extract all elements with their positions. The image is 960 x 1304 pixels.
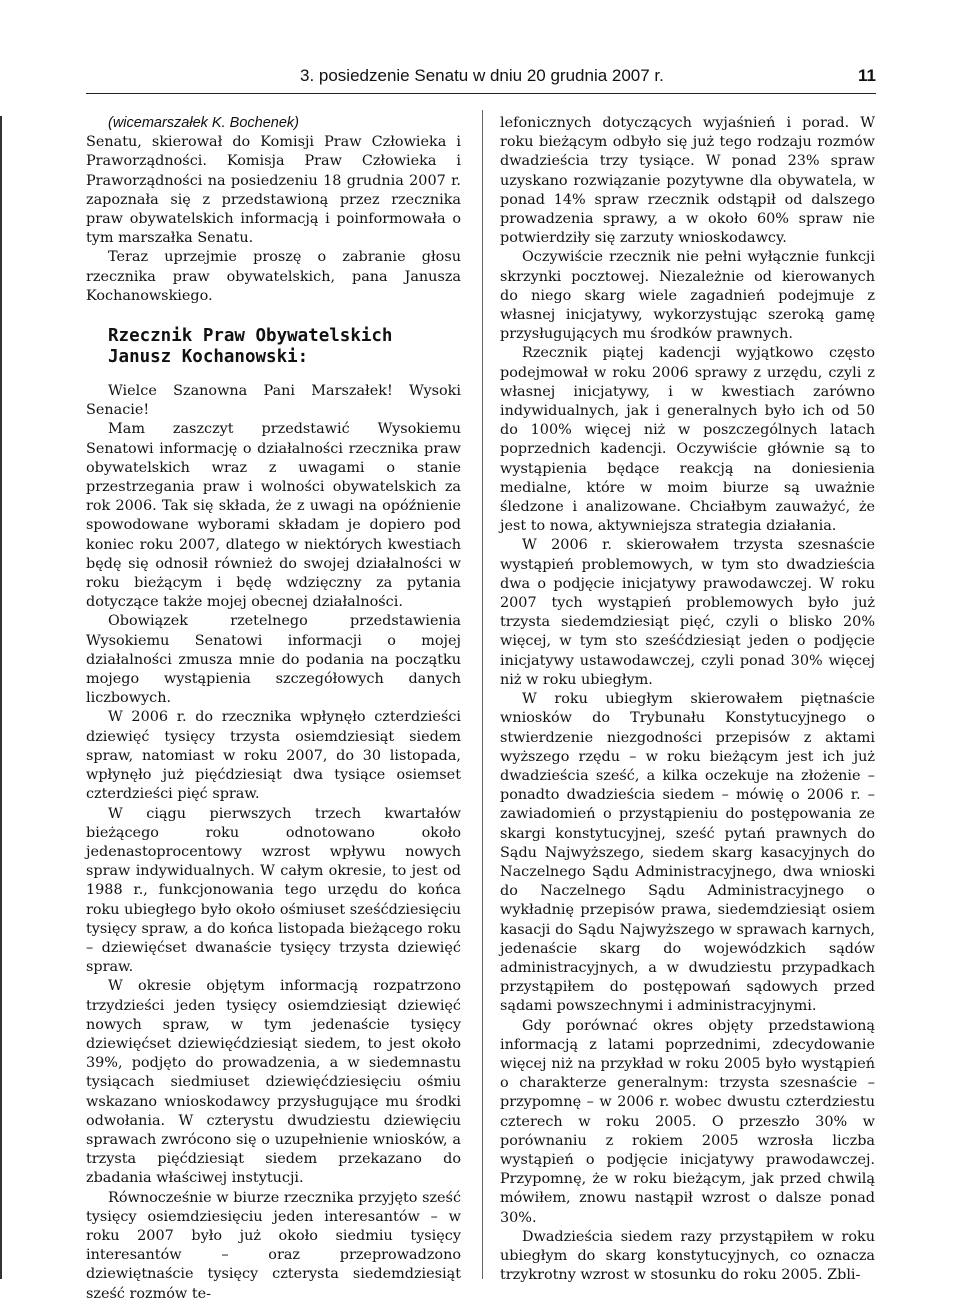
paragraph: Równocześnie w biurze rzecznika przyjęto sześć tysięcy osiemdziesięciu jeden interesantów – w roku 2007 było już około siedmiu tysięcy interesantów – oraz przeprowadzono dziewiętnaście tysięcy czterysta siedemdziesiąt sześć rozmów te- <box>86 1189 461 1302</box>
header-title: 3. posiedzenie Senatu w dniu 20 grudnia 2007 r. <box>300 66 664 85</box>
paragraph: W roku ubiegłym skierowałem piętnaście wniosków do Trybunału Konstytucyjnego o stwierdzenie niezgodności przepisów z aktami wyższego rzędu – w roku bieżącym jest ich już dwadzieścia sześć, a kilka oczekuje na złożenie – ponadto dwadzieścia siedem – mówię o 2006 r. – zawiadomień o przystąpieniu do postępowania ze skargi konstytucyjnej, sześć pytań prawnych do Sądu Najwyższego, siedem skarg kasacyjnych do Naczelnego Sądu Administracyjnego, dwa wnioski do Naczelnego Sądu Administracyjnego o wykładnię przepisów prawa, siedemdziesiąt osiem kasacji do Sądu Najwyższego w sprawach karnych, jedenaście skarg do wojewódzkich sądów administracyjnych, a w dwudziestu przypadkach przystąpiłem do postępowań sądowych przed sądami powszechnymi i administracyjnymi. <box>500 691 875 1015</box>
running-header <box>86 60 876 94</box>
paragraph: lefonicznych dotyczących wyjaśnień i porad. W roku bieżącym odbyło się już tego rodzaju rozmów dwadzieścia trzy tysiące. W ponad 23% spraw uzyskano rozwiązanie pozytywne dla obywatela, w ponad 14% spraw rzecznik odstąpił od dalszego prowadzenia sprawy, a w około 60% spraw nie potwierdziły się zarzuty wnioskodawcy. <box>500 115 875 247</box>
paragraph: Wielce Szanowna Pani Marszałek! Wysoki Senacie! <box>86 383 461 419</box>
paragraph: Teraz uprzejmie proszę o zabranie głosu rzecznika praw obywatelskich, pana Janusza Kochanowskiego. <box>86 249 461 304</box>
speaker-meta-note: (wicemarszałek K. Bochenek) <box>108 115 299 131</box>
right-column <box>500 114 875 1285</box>
paragraph: W 2006 r. do rzecznika wpłynęło czterdzieści dziewięć tysięcy trzysta osiemdziesiąt siedem spraw, natomiast w roku 2007, do 30 listopada, wpłynęło już pięćdziesiąt dwa tysiące osiemset czterdzieści pięć spraw. <box>86 709 461 803</box>
paragraph: Gdy porównać okres objęty przedstawioną informacją z latami poprzednimi, zdecydowanie więcej niż na przykład w roku 2005 było wystąpień o charakterze generalnym: trzysta szesnaście – przypomnę – w 2006 r. wobec dwustu czterdziestu czterech w roku 2005. O przeszło 30% w porównaniu z rokiem 2005 wzrosła liczba wystąpień o podjęcie inicjatywy prawodawczej. Przypomnę, że w roku bieżącym, jak przed chwilą mówiłem, znowu nastąpił wzrost o dalsze ponad 30%. <box>500 1017 875 1226</box>
paragraph: Senatu, skierował do Komisji Praw Człowieka i Praworządności. Komisja Praw Człowieka i Praworządności na posiedzeniu 18 grudnia 2007 r. zapoznała się z przedstawioną przez rzecznika praw obywatelskich informacją i poinformowała o tym marszałka Senatu. <box>86 134 461 247</box>
paragraph: W 2006 r. skierowałem trzysta szesnaście wystąpień problemowych, w tym sto dwadzieścia dwa o podjęcie inicjatywy prawodawczej. W roku 2007 tych wystąpień problemowych było już trzysta siedemdziesiąt pięć, czyli o blisko 20% więcej, w tym sto sześćdziesiąt jeden o podjęcie inicjatywy ustawodawczej, czyli ponad 30% więcej niż w roku ubiegłym. <box>500 537 875 688</box>
column-divider <box>482 110 483 1279</box>
paragraph: Obowiązek rzetelnego przedstawienia Wysokiemu Senatowi informacji o mojej działalności zmusza mnie do podania na początku mojego wystąpienia szczegółowych danych liczbowych. <box>86 613 461 707</box>
speaker-heading-line: Janusz Kochanowski: <box>108 347 309 368</box>
paragraph: W okresie objętym informacją rozpatrzono trzydzieści jeden tysięcy osiemdziesiąt dziewięć nowych spraw, w tym jedenaście tysięcy dziewięćset dziewięćdziesiąt siedem, to jest około 39%, podjęto do prowadzenia, a w siedemnastu tysiącach siedmiuset dziewięćdziesięciu ośmiu wskazano wnioskodawcy przysługujące mu środki odwołania. W czterystu dwudziestu dziewięciu sprawach zwrócono się o uzupełnienie wniosków, a trzysta pięćdziesiąt siedem przekazano do zbadania właściwej instytucji. <box>86 978 461 1187</box>
page-number: 11 <box>858 66 876 85</box>
speaker-heading <box>108 326 461 368</box>
left-column <box>86 114 461 1304</box>
paragraph: Dwadzieścia siedem razy przystąpiłem w roku ubiegłym do skarg konstytucyjnych, co oznacza trzykrotny wzrost w stosunku do roku 2005. Zbli- <box>500 1228 875 1284</box>
paragraph: Rzecznik piątej kadencji wyjątkowo często podejmował w roku 2006 sprawy z urzędu, czyli z własnej inicjatywy, i w kwestiach zarówno indywidualnych, jak i generalnych było ich od 50 do 100% więcej niż w poszczególnych latach poprzednich kadencji. Oczywiście głównie są to wystąpienia będące reakcją na doniesienia medialne, które w moim biurze są uważnie śledzone i analizowane. Chciałbym zauważyć, że jest to nowa, aktywniejsza strategia działania. <box>500 345 875 535</box>
paragraph: Mam zaszczyt przedstawić Wysokiemu Senatowi informację o działalności rzecznika praw obywatelskich wraz z uwagami o stanie przestrzegania praw i wolności obywatelskich za rok 2006. Tak się składa, że z uwagi na opóźnienie spowodowane wyborami składam je dopiero pod koniec roku 2007, dlatego w niektórych kwestiach będę się odnosił również do swojej działalności w roku bieżącym i będę wdzięczny za pytania dotyczące także mojej obecnej działalności. <box>86 421 461 611</box>
left-margin-rule <box>0 116 2 1279</box>
paragraph: W ciągu pierwszych trzech kwartałów bieżącego roku odnotowano około jedenastoprocentowy wzrost wpływu nowych spraw indywidualnych. W całym okresie, to jest od 1988 r., funkcjonowania tego urzędu do końca roku ubiegłego było około ośmiuset sześćdziesięciu tysięcy spraw, a do końca listopada bieżącego roku – dziewięćset dwanaście tysięcy trzysta dziewięć spraw. <box>86 805 461 976</box>
paragraph: Oczywiście rzecznik nie pełni wyłącznie funkcji skrzynki pocztowej. Niezależnie od kierowanych do niego skarg wiele zagadnień podejmuje z własnej inicjatywy, wykorzystując szeroką gamę przysługujących mu środków prawnych. <box>500 249 875 343</box>
speaker-heading-line: Rzecznik Praw Obywatelskich <box>108 326 393 347</box>
